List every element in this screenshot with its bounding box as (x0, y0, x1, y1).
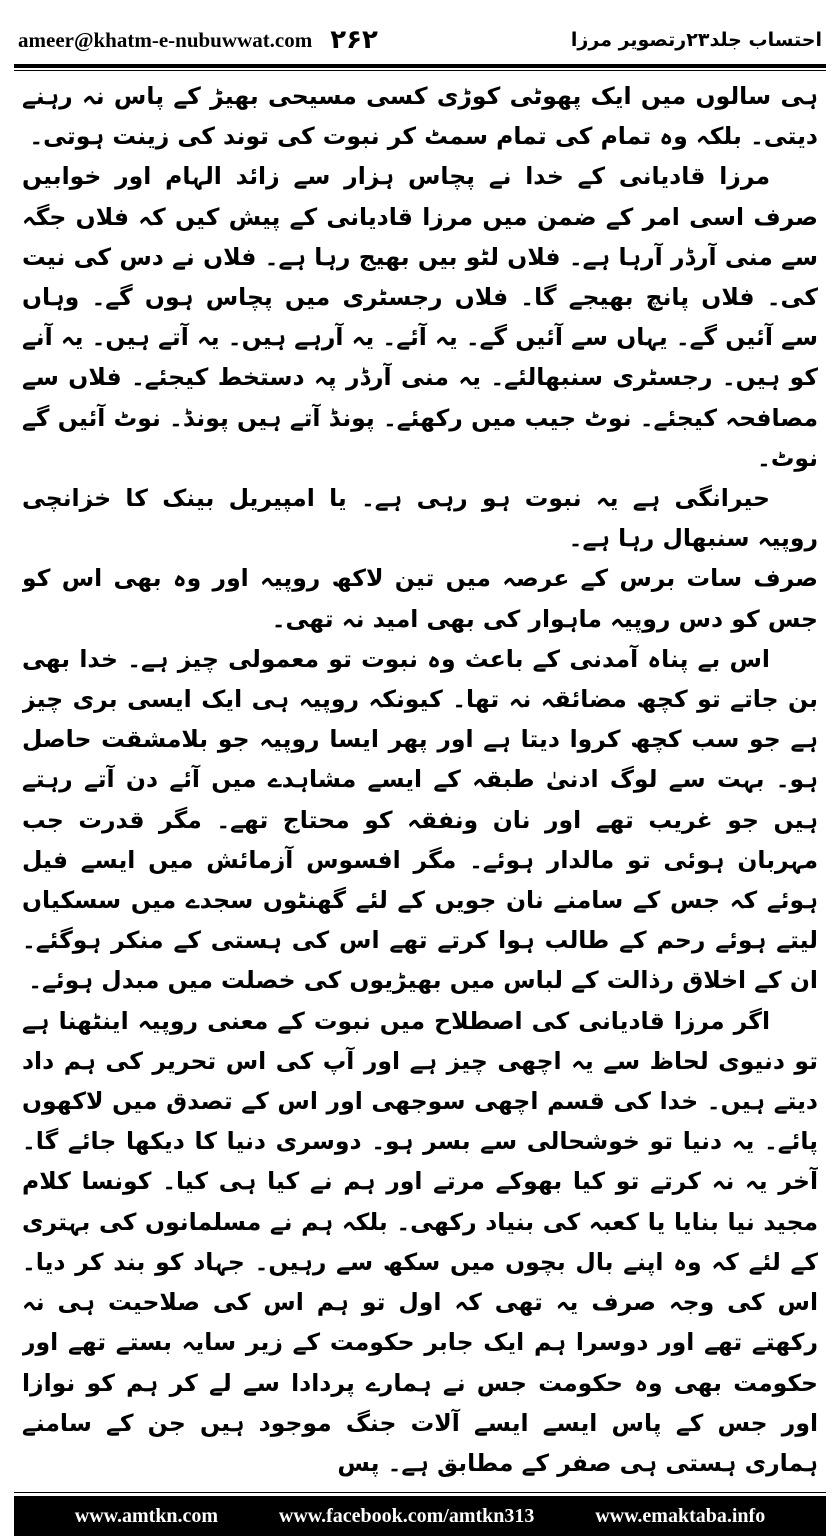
paragraph-4: صرف سات برس کے عرصہ میں تین لاکھ روپیہ اور وہ بھی اس کو جس کو دس روپیہ ماہوار کی بھی امید نہ تھی۔ (22, 564, 818, 633)
footer-link-facebook[interactable]: www.facebook.com/amtkn313 (278, 1504, 535, 1527)
paragraph-3: حیرانگی ہے یہ نبوت ہو رہی ہے۔ یا امپیریل بینک کا خزانچی روپیہ سنبھال رہا ہے۔ (22, 484, 818, 553)
footer-divider (14, 1492, 826, 1493)
paragraph-5: اس بے پناہ آمدنی کے باعث وہ نبوت تو معمولی چیز ہے۔ خدا بھی بن جاتے تو کچھ مضائقہ نہ تھا۔ کیونکہ روپیہ ہی ایک ایسی بری چیز ہے جو سب کچھ کروا دیتا ہے اور پھر ایسا روپیہ جو بلامشقت حاصل ہو۔ بہت سے لوگ ادنیٰ طبقہ کے ایسے مشاہدے میں آئے دن آتے رہتے ہیں جو غریب تھے اور نان ونفقہ کو محتاج تھے۔ مگر قدرت جب مہربان ہوئی تو مالدار ہوئے۔ مگر افسوس آزمائش میں ایسے فیل ہوئے کہ جس کے سامنے نان جویں کے لئے گھنٹوں سجدے میں سسکیاں لیتے ہوئے رحم کے طالب ہوا کرتے تھے اس کی ہستی کے منکر ہوگئے۔ ان کے اخلاق رذالت کے لباس میں بھیڑیوں کی خصلت میں مبدل ہوئے۔ (22, 644, 818, 995)
page-header (18, 18, 822, 62)
page-footer (14, 1496, 826, 1536)
book-title: احتساب جلد۲۳رتصویر مرزا (570, 29, 822, 51)
page-body (22, 76, 818, 1484)
header-left (18, 25, 378, 55)
paragraph-6: اگر مرزا قادیانی کی اصطلاح میں نبوت کے معنی روپیہ اینٹھنا ہے تو دنیوی لحاظ سے یہ اچھی چیز ہے اور آپ کی اس تحریر کی ہم داد دیتے ہیں۔ خدا کی قسم اچھی سوجھی اور اس کے تصدق میں لاکھوں پائے۔ یہ دنیا تو خوشحالی سے بسر ہو۔ دوسری دنیا کا دیکھا جائے گا۔ آخر یہ نہ کرتے تو کیا بھوکے مرتے اور ہم نے کیا ہی کیا۔ کونسا کلام مجید نیا بنایا یا کعبہ کی بنیاد رکھی۔ بلکہ ہم نے مسلمانوں کی بہتری کے لئے کہ وہ اپنے بال بچوں میں سکھ سے رہیں۔ جہاد کو بند کر دیا۔ اس کی وجہ صرف یہ تھی کہ اول تو ہم اس کی صلاحیت ہی نہ رکھتے تھے اور دوسرا ہم ایک جابر حکومت کے زیر سایہ بستے تھے اور حکومت بھی وہ حکومت جس نے ہمارے پردادا سے لے کر ہم کو نوازا اور جس کے پاس ایسے ایسے آلات جنگ موجود ہیں جن کے سامنے ہماری ہستی ہی صفر کے مطابق ہے۔ پس (22, 1006, 818, 1477)
header-email[interactable]: ameer@khatm-e-nubuwwat.com (18, 27, 313, 52)
page-number: ۲۶۲ (330, 25, 378, 55)
paragraph-2: مرزا قادیانی کے خدا نے پچاس ہزار سے زائد الہام اور خوابیں صرف اسی امر کے ضمن میں مرزا قادیانی کے پیش کیں کہ فلاں جگہ سے منی آرڈر آرہا ہے۔ فلاں لٹو بیں بھیج رہا ہے۔ فلاں نے دس کی نیت کی۔ فلاں پانچ بھیجے گا۔ فلاں رجسٹری میں پچاس ہوں گے۔ وہاں سے آئیں گے۔ یہاں سے آئیں گے۔ یہ آئے۔ یہ آرہے ہیں۔ یہ آتے ہیں۔ یہ آنے کو ہیں۔ رجسٹری سنبھالئے۔ یہ منی آرڈر پہ دستخط کیجئے۔ فلاں سے مصافحہ کیجئے۔ نوٹ جیب میں رکھئے۔ پونڈ آتے ہیں پونڈ۔ نوٹ آئیں گے نوٹ۔ (22, 162, 818, 472)
footer-link-amtkn[interactable]: www.amtkn.com (74, 1504, 219, 1527)
header-divider (14, 64, 826, 68)
header-divider-thin (14, 70, 826, 71)
paragraph-1: ہی سالوں میں ایک پھوٹی کوڑی کسی مسیحی بھیڑ کے پاس نہ رہنے دیتی۔ بلکہ وہ تمام کی تمام سمٹ کر نبوت کی توند کی زینت ہوتی۔ (22, 82, 818, 151)
footer-link-emaktaba[interactable]: www.emaktaba.info (595, 1504, 766, 1527)
